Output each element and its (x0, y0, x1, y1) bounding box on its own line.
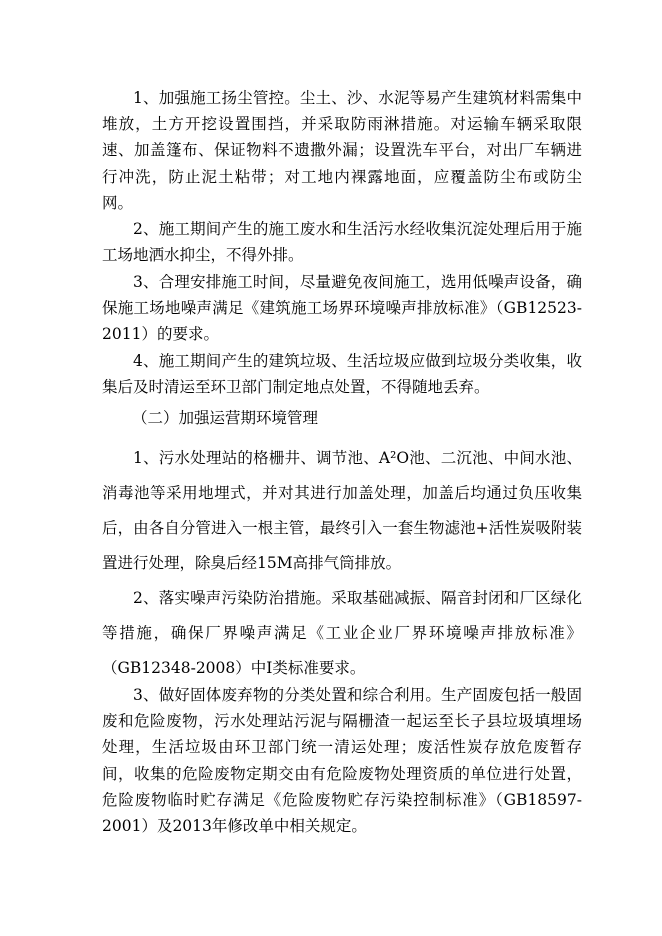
construction-wastewater-paragraph: 2、施工期间产生的施工废水和生活污水经收集沉淀处理后用于施工场地洒水抑尘，不得外排。 (102, 220, 582, 265)
section-heading: （二）加强运营期环境管理 (132, 409, 319, 427)
odor-control-paragraph: 1、污水处理站的格栅井、调节池、A²O池、二沉池、中间水池、消毒池等采用地埋式，并对其进行加盖处理，加盖后均通过负压收集后，由各自分管进入一根主管，最终引入一套生物滤池+活性炭吸附装置进行处理，除臭后经15M高排气筒排放。 (102, 449, 582, 572)
solid-waste-paragraph: 3、做好固体废弃物的分类处置和综合利用。生产固废包括一般固废和危险废物，污水处理站污泥与隔栅渣一起运至长子县垃圾填埋场处理，生活垃圾由环卫部门统一清运处理；废活性炭存放危废暂存间，收集的危险废物定期交由有危险废物处理资质的单位进行处置，危险废物临时贮存满足《危险废物贮存污染控制标准》（GB18597-2001）及2013年修改单中相关规定。 (102, 686, 582, 836)
construction-waste-paragraph: 4、施工期间产生的建筑垃圾、生活垃圾应做到垃圾分类收集，收集后及时清运至环卫部门制定地点处置，不得随地丢弃。 (102, 352, 582, 397)
construction-noise-paragraph: 3、合理安排施工时间，尽量避免夜间施工，选用低噪声设备，确保施工场地噪声满足《建筑施工场界环境噪声排放标准》（GB12523-2011）的要求。 (102, 273, 582, 344)
noise-control-paragraph: 2、落实噪声污染防治措施。采取基础减振、隔音封闭和厂区绿化等措施，确保厂界噪声满足《工业企业厂界环境噪声排放标准》（GB12348-2008）中I类标准要求。 (102, 589, 582, 677)
construction-dust-control-paragraph: 1、加强施工扬尘管控。尘土、沙、水泥等易产生建筑材料需集中堆放，土方开挖设置围挡，并采取防雨淋措施。对运输车辆采取限速、加盖篷布、保证物料不遗撒外漏；设置洗车平台，对出厂车辆进行冲洗，防止泥土粘带；对工地内裸露地面，应覆盖防尘布或防尘网。 (102, 89, 582, 212)
